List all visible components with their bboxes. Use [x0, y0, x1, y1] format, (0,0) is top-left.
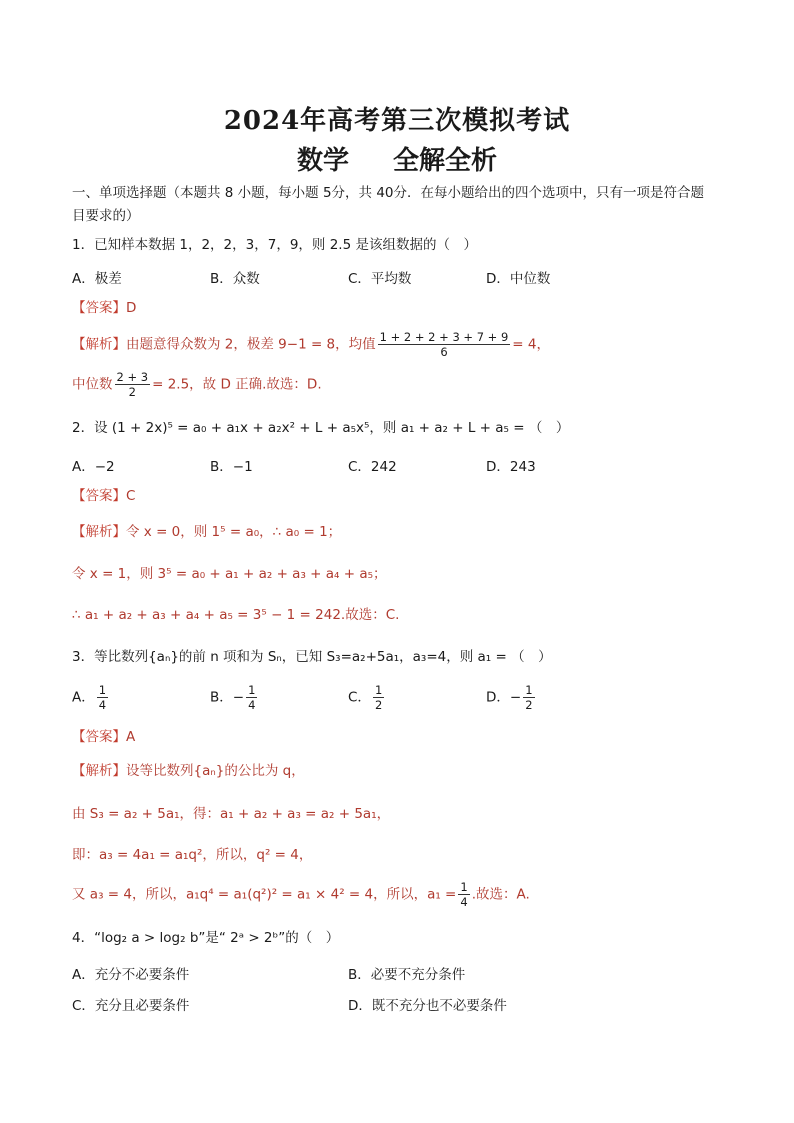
analysis-label: 全解全析 — [393, 146, 498, 176]
q4-option-a: A．充分不必要条件 — [72, 967, 190, 983]
analysis-text: = 4， — [512, 336, 550, 353]
fraction-numerator: 2 + 3 — [116, 370, 149, 384]
q4-option-b: B．必要不充分条件 — [348, 967, 466, 983]
option-sign: − — [232, 689, 245, 706]
median-fraction — [115, 370, 151, 399]
q2-option-d: D．243 — [486, 459, 536, 475]
answer-value: A — [126, 729, 136, 745]
option-label: B． — [210, 689, 233, 706]
q4-option-d: D．既不充分也不必要条件 — [348, 998, 507, 1014]
option-label: C． — [348, 689, 371, 706]
fraction-numerator: 1 — [374, 683, 383, 697]
fraction-denominator: 4 — [460, 895, 468, 909]
option-fraction — [246, 683, 257, 712]
answer-value: D — [126, 300, 137, 316]
subject-label: 数学 — [296, 146, 349, 176]
exam-subtitle — [0, 140, 794, 177]
q2-option-a: A．−2 — [72, 459, 115, 475]
q3-option-b — [210, 683, 259, 712]
option-label: A． — [72, 689, 95, 706]
q3-option-a — [72, 683, 110, 712]
fraction-denominator: 6 — [440, 345, 448, 359]
option-label: D． — [486, 689, 510, 706]
fraction-denominator: 2 — [128, 385, 136, 399]
fraction-denominator: 2 — [374, 698, 383, 712]
q1-answer — [72, 298, 136, 318]
section-header-line1: 一、单项选择题（本题共 8 小题，每小题 5分，共 40分．在每小题给出的四个选项中，只有一项是符合题 — [72, 185, 705, 201]
q3-stem: 3．等比数列{aₙ}的前 n 项和为 Sₙ，已知 S₃=a₂+5a₁，a₃=4，则 a₁ = （ ） — [72, 649, 552, 665]
exam-title: 2024年高考第三次模拟考试 — [223, 106, 571, 136]
q4-option-c: C．充分且必要条件 — [72, 998, 190, 1014]
fraction-numerator: 1 — [460, 880, 468, 894]
answer-value: C — [126, 488, 136, 504]
option-sign: − — [509, 689, 522, 706]
q3-answer — [72, 727, 135, 747]
q2-option-c: C．242 — [348, 459, 397, 475]
analysis-text: 令 x = 1，则 3⁵ = a₀ + a₁ + a₂ + a₃ + a₄ + a₅； — [72, 566, 387, 582]
analysis-text: = 2.5，故 D 正确.故选：D. — [152, 376, 322, 393]
analysis-text: 由 S₃ = a₂ + 5a₁，得：a₁ + a₂ + a₃ = a₂ + 5a₁， — [72, 806, 391, 822]
q4-stem: 4．“log₂ a > log₂ b”是“ 2ᵃ > 2ᵇ”的（ ） — [72, 930, 340, 946]
q3-analysis-2 — [72, 804, 390, 824]
q2-stem: 2．设 (1 + 2x)⁵ = a₀ + a₁x + a₂x² + L + a₅x⁵，则 a₁ + a₂ + L + a₅ = （ ） — [72, 420, 570, 436]
fraction-numerator: 1 — [525, 683, 533, 697]
analysis-text: 中位数 — [72, 376, 113, 393]
mean-fraction — [378, 330, 511, 359]
fraction-denominator: 4 — [98, 698, 107, 712]
q3-option-c — [348, 683, 386, 712]
q2-answer — [72, 486, 135, 506]
fraction-numerator: 1 — [248, 683, 256, 697]
q3-analysis-3 — [72, 845, 312, 865]
answer-tag: 【答案】 — [72, 488, 126, 504]
q3-option-d — [486, 683, 537, 712]
q1-analysis-2 — [72, 370, 322, 399]
analysis-text: 设等比数列{aₙ}的公比为 q， — [126, 763, 305, 779]
analysis-tag: 【解析】 — [72, 524, 126, 540]
section-header-line2: 目要求的） — [72, 208, 140, 224]
q1-option-a: A．极差 — [72, 271, 122, 287]
q2-analysis-2 — [72, 564, 387, 584]
q1-option-b: B．众数 — [210, 271, 260, 287]
q2-analysis-3 — [72, 605, 399, 625]
q1-option-c: C．平均数 — [348, 271, 412, 287]
q1-option-d: D．中位数 — [486, 271, 551, 287]
q1-analysis-1 — [72, 330, 550, 359]
analysis-text: 令 x = 0，则 1⁵ = a₀，∴ a₀ = 1； — [126, 524, 342, 540]
q2-option-b: B．−1 — [210, 459, 253, 475]
analysis-text: 由题意得众数为 2，极差 9−1 = 8，均值 — [126, 336, 376, 353]
analysis-text: .故选：A. — [471, 886, 530, 903]
analysis-tag: 【解析】 — [72, 763, 126, 779]
fraction-numerator: 1 — [98, 683, 107, 697]
answer-tag: 【答案】 — [72, 300, 126, 316]
analysis-text: ∴ a₁ + a₂ + a₃ + a₄ + a₅ = 3⁵ − 1 = 242.故选：C. — [72, 607, 400, 623]
analysis-text: 又 a₃ = 4，所以，a₁q⁴ = a₁(q²)² = a₁ × 4² = 4，所以，a₁ = — [72, 886, 457, 903]
fraction-denominator: 2 — [525, 698, 533, 712]
q3-analysis-1 — [72, 761, 305, 781]
q3-analysis-4 — [72, 880, 530, 909]
result-fraction — [458, 880, 469, 909]
analysis-tag: 【解析】 — [72, 336, 126, 353]
option-fraction — [97, 683, 108, 712]
q2-analysis-1 — [72, 522, 341, 542]
analysis-text: 即：a₃ = 4a₁ = a₁q²，所以，q² = 4， — [72, 847, 313, 863]
fraction-numerator: 1 + 2 + 2 + 3 + 7 + 9 — [379, 330, 509, 344]
fraction-denominator: 4 — [248, 698, 256, 712]
answer-tag: 【答案】 — [72, 729, 126, 745]
option-fraction — [523, 683, 534, 712]
q1-stem: 1．已知样本数据 1，2，2，3，7，9，则 2.5 是该组数据的（ ） — [72, 237, 477, 253]
option-fraction — [373, 683, 384, 712]
